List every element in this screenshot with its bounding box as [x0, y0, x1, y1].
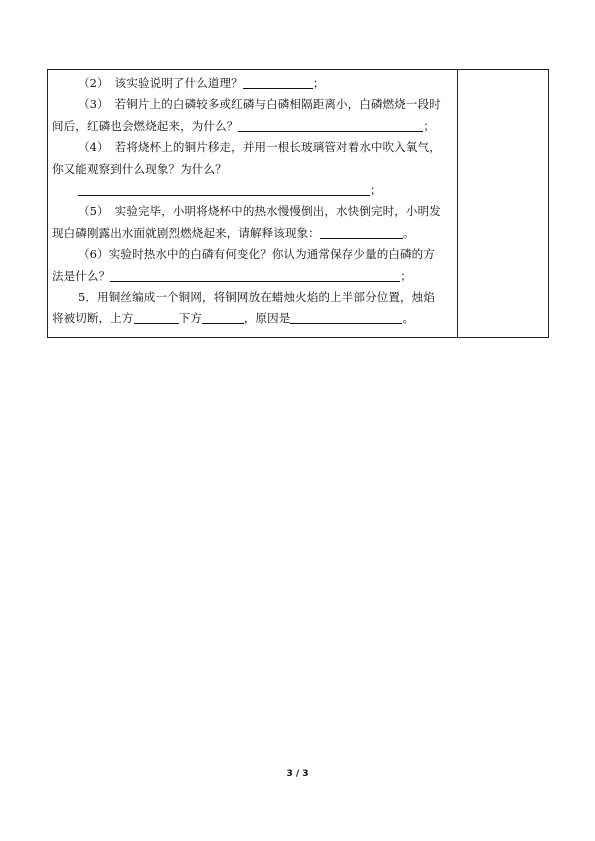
question-3-end: ； — [423, 118, 436, 133]
question-5-line2 — [52, 223, 452, 244]
page-number: 3 / 3 — [286, 769, 309, 779]
question-3-line1: （3） 若铜片上的白磷较多或红磷与白磷相隔距离小，白磷燃烧一段时 — [78, 97, 441, 112]
question-2 — [52, 73, 452, 94]
table-column-divider — [457, 69, 458, 338]
question-2-text: （2） 该实验说明了什么道理？ — [78, 76, 243, 90]
q5-text-c: ，原因是 — [243, 311, 291, 326]
question-6-text: 法是什么？ — [52, 268, 111, 283]
question-5-end: 。 — [402, 225, 415, 240]
question-5-text: 现白磷刚露出水面就剧烈燃烧起来，请解释该现象： — [52, 225, 320, 240]
q5-text-d: 。 — [402, 311, 415, 326]
answer-blank-3[interactable] — [238, 119, 423, 132]
question-q5-line1: 5．用铜丝编成一个铜网，将铜网放在蜡烛火焰的上半部分位置，烛焰 — [78, 289, 435, 304]
question-content — [52, 73, 452, 330]
q5-text-b: 下方 — [178, 311, 202, 326]
question-3-line2 — [52, 116, 452, 137]
answer-blank-2[interactable] — [243, 76, 313, 89]
question-3-text: 间后，红磷也会燃烧起来，为什么？ — [52, 118, 239, 133]
answer-blank-lower[interactable] — [202, 311, 244, 324]
question-q5-line2 — [52, 308, 452, 329]
answer-blank-5[interactable] — [320, 226, 403, 239]
question-6-line1: （6）实验时热水中的白磷有何变化？你认为通常保存少量的白磷的方 — [78, 247, 435, 262]
question-4-line2: 你又能观察到什么现象？为什么？ — [52, 161, 227, 176]
question-4-line3 — [52, 180, 452, 201]
answer-blank-4[interactable] — [78, 183, 370, 196]
answer-blank-6[interactable] — [110, 269, 400, 282]
q5-text-a: 将被切断，上方 — [52, 311, 134, 326]
question-4-end: ； — [370, 182, 382, 197]
question-2-end: ； — [312, 76, 325, 90]
question-5-line1: （5） 实验完毕，小明将烧杯中的热水慢慢倒出，水快倒完时，小明发 — [78, 204, 441, 219]
question-6-end: ； — [400, 268, 412, 283]
answer-blank-upper[interactable] — [134, 311, 179, 324]
question-6-line2 — [52, 266, 452, 287]
answer-blank-reason[interactable] — [290, 311, 402, 324]
question-4-line1: （4） 若将烧杯上的铜片移走，并用一根长玻璃管对着水中吹入氧气， — [78, 140, 441, 155]
